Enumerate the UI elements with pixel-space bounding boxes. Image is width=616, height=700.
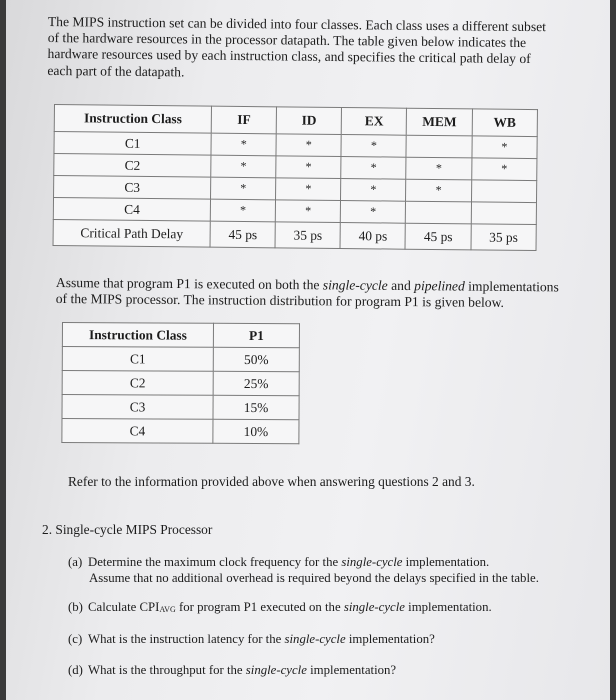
table-cell: 15% (213, 395, 299, 419)
row-label: C1 (54, 132, 211, 156)
table-cell: * (276, 134, 341, 157)
table-cell: * (276, 156, 341, 179)
question-a (68, 554, 539, 586)
assumption-line: of the MIPS processor. The instruction distribution for program P1 is given below. (55, 290, 505, 310)
distribution-table (61, 322, 300, 444)
delay-mem: 45 ps (405, 223, 471, 250)
text-run: implementation. (402, 555, 490, 569)
table-cell (471, 180, 536, 203)
emphasis-text: single-cycle (341, 555, 403, 569)
table-cell: * (406, 157, 472, 180)
table-cell: * (210, 199, 275, 222)
text-run: implementations (464, 278, 559, 295)
text-run: implementation? (306, 663, 397, 677)
question-b (68, 600, 492, 615)
row-label: C4 (53, 198, 210, 222)
text-run: Determine the maximum clock frequency for the (88, 555, 342, 569)
row-label: C1 (62, 347, 213, 372)
question-label: (a) (68, 555, 83, 569)
critical-path-row (53, 219, 536, 250)
intro-line: each part of the datapath. (47, 62, 185, 80)
table-cell: * (341, 135, 406, 158)
table-cell (406, 201, 472, 224)
header-mem: MEM (407, 108, 473, 136)
table-cell: 10% (213, 419, 299, 443)
table-row (62, 395, 299, 420)
paper-sheet (6, 0, 610, 700)
table-cell: * (341, 157, 406, 180)
table-cell (471, 202, 536, 225)
question-a-line2: Assume that no additional overhead is required beyond the delays specified in the table. (89, 571, 539, 585)
emphasis-text: single-cycle (284, 632, 346, 646)
emphasis-text: pipelined (414, 278, 465, 294)
text-run: and (387, 277, 415, 294)
header-instruction-class: Instruction Class (62, 323, 213, 348)
text-run: Calculate CPI (88, 600, 160, 614)
question-c (68, 632, 435, 647)
table-cell: * (406, 179, 472, 202)
question-label: (d) (68, 663, 83, 677)
delay-if: 45 ps (210, 221, 275, 248)
table-row (62, 347, 299, 372)
emphasis-text: single-cycle (343, 600, 405, 614)
row-label: C2 (62, 371, 213, 396)
text-run: What is the instruction latency for the (88, 632, 285, 646)
table-cell (406, 135, 472, 158)
header-instruction-class: Instruction Class (54, 105, 211, 134)
table-cell: * (275, 200, 340, 223)
table-cell: * (472, 158, 537, 181)
question-title: 2. Single-cycle MIPS Processor (42, 522, 213, 537)
table-cell: * (341, 179, 406, 202)
text-run: implementation? (345, 632, 435, 646)
delay-id: 35 ps (275, 222, 340, 249)
header-id: ID (276, 107, 341, 135)
table-cell: * (472, 136, 537, 159)
table-cell: * (341, 201, 406, 224)
text-run: for program P1 executed on the (175, 600, 344, 614)
intro-line: hardware resources used by each instruction class, and specifies the critical path delay of (47, 46, 531, 67)
emphasis-text: single-cycle (245, 663, 307, 677)
critical-path-label: Critical Path Delay (53, 219, 210, 247)
header-if: IF (211, 106, 276, 134)
row-label: C3 (62, 395, 213, 420)
row-label: C3 (54, 176, 211, 200)
refer-note: Refer to the information provided above when answering questions 2 and 3. (68, 474, 475, 489)
text-run: implementation. (404, 600, 492, 614)
assumption-paragraph (56, 275, 606, 312)
question-label: (b) (68, 600, 83, 614)
row-label: C2 (54, 154, 211, 178)
table-cell: * (211, 133, 276, 156)
table-cell: * (276, 178, 341, 201)
emphasis-text: single-cycle (322, 277, 388, 293)
table-cell: 50% (213, 347, 299, 371)
table-cell: * (211, 155, 276, 178)
question-label: (c) (68, 632, 83, 646)
intro-paragraph (47, 14, 604, 85)
intro-line: of the hardware resources in the processor datapath. The table given below indicates the (47, 30, 527, 51)
table-cell: * (211, 177, 276, 200)
table-cell: 25% (213, 371, 299, 395)
delay-wb: 35 ps (471, 224, 536, 251)
text-run: Assume that program P1 is executed on both the (55, 275, 323, 293)
delay-ex: 40 ps (340, 223, 405, 250)
text-run: What is the throughput for the (88, 663, 246, 677)
question-d (68, 663, 396, 678)
table-row (62, 371, 299, 396)
resource-table (53, 104, 538, 251)
table-row (62, 419, 299, 444)
row-label: C4 (62, 419, 213, 444)
table-header-row (62, 323, 299, 348)
intro-line: The MIPS instruction set can be divided into four classes. Each class uses a different subset (47, 14, 547, 35)
header-wb: WB (472, 109, 537, 137)
header-ex: EX (341, 108, 406, 136)
header-p1: P1 (213, 323, 299, 347)
subscript-text: AVG (159, 605, 176, 614)
